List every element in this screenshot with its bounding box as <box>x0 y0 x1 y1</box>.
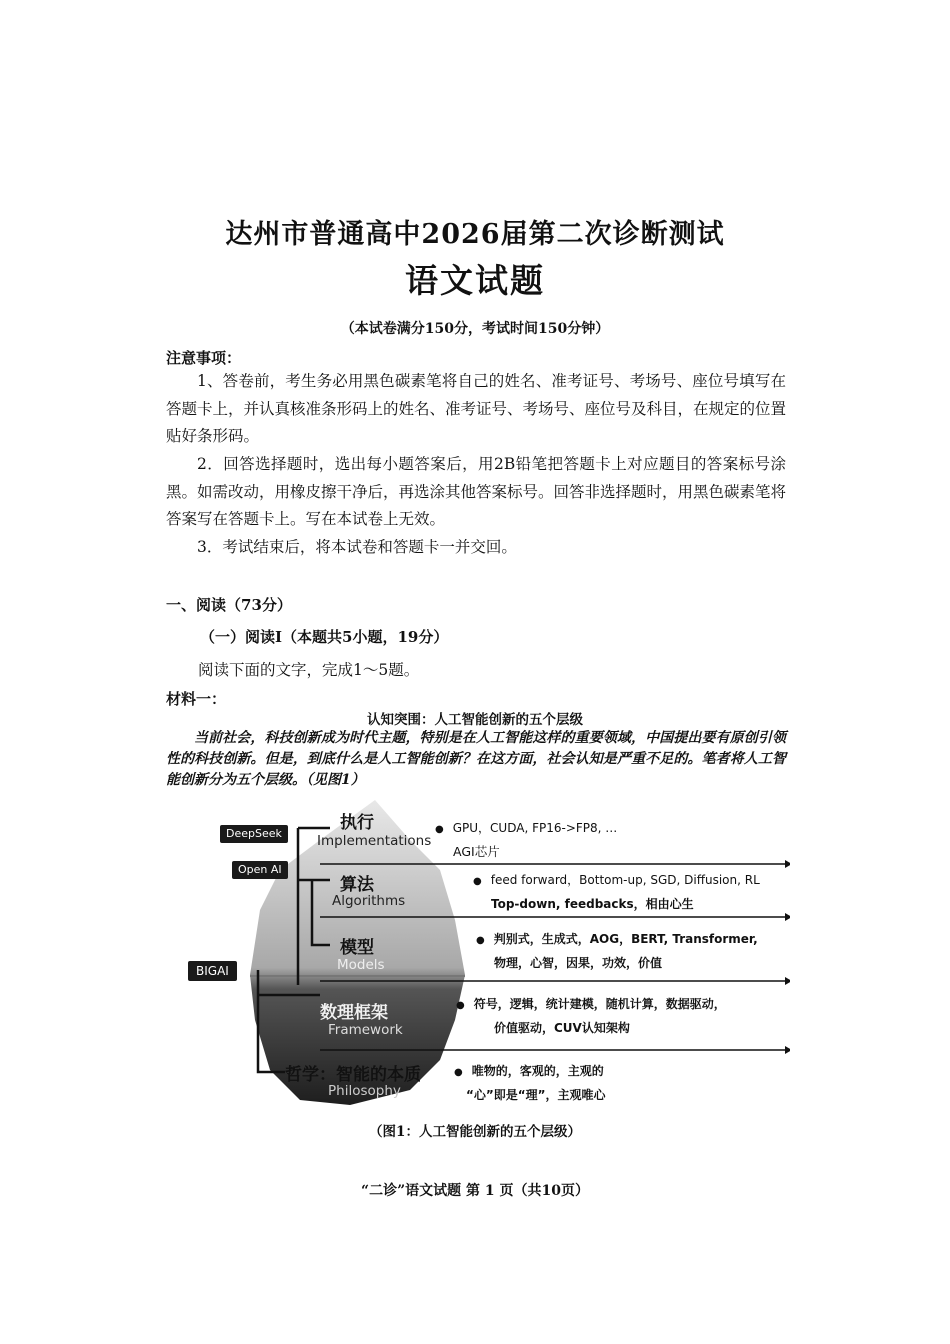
material-label: 材料一： <box>166 690 227 708</box>
level-2-line-1: ● feed forward，Bottom-up, SGD, Diffusion, RL <box>473 869 760 893</box>
water-line <box>250 975 465 977</box>
level-5-line-2: “心”即是“理”，主观唯心 <box>466 1088 606 1102</box>
level-3-subtitle: Models <box>337 957 385 973</box>
level-3-line-2: 物理，心智，因果，功效，价值 <box>494 956 663 970</box>
level-5-subtitle: Philosophy <box>328 1083 401 1099</box>
reading-heading: （一）阅读Ⅰ（本题共5小题，19分） <box>200 628 449 646</box>
level-2-line-2: Top-down, feedbacks，相由心生 <box>491 897 694 911</box>
level-1-line-2: AGI芯片 <box>453 844 500 859</box>
level-5-line-1: ● 唯物的，客观的，主观的 <box>454 1060 606 1084</box>
notice-item-2: 2．回答选择题时，选出每小题答案后，用2B铅笔把答题卡上对应题目的答案标号涂黑。如需改动，用橡皮擦干净后，再选涂其他答案标号。回答非选择题时，用黑色碳素笔将答案写在答题卡上。写在本试卷上无效。 <box>166 455 787 528</box>
openai-tag: Open AI <box>232 861 288 879</box>
bigai-tag: BIGAI <box>188 961 237 981</box>
level-3-desc <box>476 928 758 974</box>
subject-title: 语文试题 <box>405 261 545 300</box>
level-4-desc <box>456 993 726 1039</box>
level-3-line-1: ● 判别式，生成式，AOG，BERT, Transformer, <box>476 928 758 952</box>
level-1-line-1: ● GPU，CUDA, FP16->FP8, … <box>435 817 617 841</box>
level-1-desc <box>435 817 617 863</box>
level-2-subtitle: Algorithms <box>332 893 406 909</box>
deepseek-tag: DeepSeek <box>220 825 288 843</box>
level-4-line-2: 价值驱动，CUV认知架构 <box>494 1021 630 1035</box>
notice-item-3: 3．考试结束后，将本试卷和答题卡一并交回。 <box>197 538 517 556</box>
level-1-title: 执行 <box>340 813 374 833</box>
figure-caption: （图1：人工智能创新的五个层级） <box>369 1124 581 1140</box>
level-2-desc <box>473 869 760 915</box>
notice-heading: 注意事项： <box>166 349 242 367</box>
notice-item-1: 1、答卷前，考生务必用黑色碳素笔将自己的姓名、准考证号、考场号、座位号填写在答题卡上，并认真核准条形码上的姓名、准考证号、考场号、座位号及科目，在规定的位置贴好条形码。 <box>166 372 787 445</box>
exam-info: （本试卷满分150分，考试时间150分钟） <box>340 321 610 337</box>
level-3-title: 模型 <box>340 938 374 958</box>
level-2-title: 算法 <box>340 875 374 895</box>
iceberg-figure <box>180 800 790 1110</box>
page-footer: “二诊”语文试题 第 1 页（共10页） <box>361 1183 589 1199</box>
material-title: 认知突围：人工智能创新的五个层级 <box>367 712 583 728</box>
material-paragraph: 当前社会，科技创新成为时代主题，特别是在人工智能这样的重要领域，中国提出要有原创引领性的科技创新。但是，到底什么是人工智能创新？在这方面，社会认知是严重不足的。笔者将人工智能创新分为五个层级。（见图1） <box>166 730 786 788</box>
level-4-subtitle: Framework <box>328 1022 403 1038</box>
level-5-title: 哲学：智能的本质 <box>285 1065 421 1085</box>
level-4-title: 数理框架 <box>320 1003 388 1023</box>
level-5-desc <box>454 1060 606 1106</box>
exam-title: 达州市普通高中2026届第二次诊断测试 <box>225 219 725 250</box>
reading-instruction: 阅读下面的文字，完成1～5题。 <box>198 661 420 679</box>
level-1-subtitle: Implementations <box>317 833 432 849</box>
section-heading: 一、阅读（73分） <box>166 596 292 614</box>
level-4-line-1: ● 符号，逻辑，统计建模，随机计算，数据驱动， <box>456 993 726 1017</box>
